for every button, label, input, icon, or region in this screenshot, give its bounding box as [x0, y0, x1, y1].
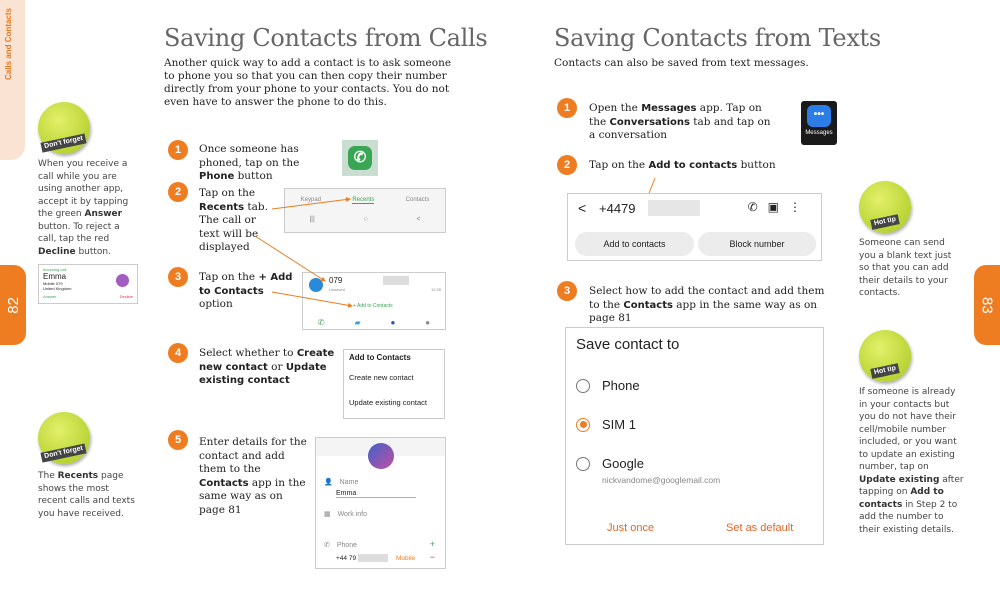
add-to-contacts-button[interactable]: Add to contacts [575, 232, 694, 256]
home-icon[interactable]: ○ [363, 216, 368, 223]
step-number: 1 [557, 98, 577, 118]
page-title: Saving Contacts from Texts [554, 24, 881, 52]
step-1-text: Open the Messages app. Tap on the Conversations tab and tap on a conversation [589, 102, 771, 141]
step-number: 5 [168, 430, 188, 450]
step-number: 4 [168, 343, 188, 363]
tip-blank-text: Someone can send you a blank text just so that you can add their details to your contacts. [859, 238, 952, 298]
section-tab: Calls and Contacts [0, 0, 25, 160]
call-icon: ✆ [317, 318, 325, 327]
back-icon[interactable]: < [416, 216, 421, 223]
step-4-text: Select whether to Create new contact or Update existing contact [199, 347, 335, 386]
phone-field[interactable]: +44 79 [336, 555, 357, 562]
conversation-bar-screenshot: < +4479 ✆▣⋮ Add to contacts Block number [567, 193, 822, 261]
recents-tabs-screenshot [284, 188, 446, 233]
just-once-button[interactable]: Just once [607, 522, 655, 534]
avatar [116, 274, 129, 287]
add-menu-screenshot: Add to Contacts Create new contact Update existing contact [343, 349, 445, 419]
info-icon: ● [425, 318, 431, 327]
message-icon: ▰ [354, 318, 361, 327]
page-number-right: 83 [974, 265, 1000, 345]
intro-text: Contacts can also be saved from text messages. [554, 57, 809, 69]
update-existing-contact-option[interactable]: Update existing contact [349, 398, 427, 407]
step-3-text: Select how to add the contact and add them to the Contacts app in the same way as on page 81 [589, 285, 825, 324]
recent-apps-icon[interactable]: ||| [309, 216, 315, 223]
step-number: 3 [557, 281, 577, 301]
block-number-button[interactable]: Block number [698, 232, 816, 256]
save-contact-dialog: Save contact to Phone SIM 1 Google nickvandome@googlemail.com Just once Set as default [565, 327, 824, 545]
phone-app-icon: ✆ [342, 140, 378, 176]
contact-avatar-icon [309, 278, 323, 292]
step-1-text: Once someone has phoned, tap on the Phone button [199, 143, 300, 182]
tip-recents: The Recents page shows the most recent calls and texts you have received. [38, 471, 135, 519]
tab-recents[interactable]: Recents [352, 197, 375, 203]
step-number: 2 [557, 155, 577, 175]
hot-tip-badge: Hot tip [859, 181, 911, 233]
back-icon[interactable]: < [578, 200, 587, 216]
work-info-field[interactable]: ▦ Work info [324, 511, 367, 518]
dont-forget-badge: Don't forget [38, 412, 90, 464]
tip-answer-call: When you receive a call while you are using another app, accept it by tapping the green Answer button. To reject a call, tap the red Decline button. [38, 159, 129, 257]
option-phone[interactable]: Phone [576, 378, 640, 393]
decline-button: Decline [119, 294, 133, 299]
tab-contacts[interactable]: Contacts [405, 197, 430, 203]
answer-button: Answer [43, 294, 57, 299]
create-new-contact-option[interactable]: Create new contact [349, 373, 414, 382]
contact-form-screenshot: 👤 Name Emma ▦ Work info ✆ Phone + +44 79 Mobile − [315, 437, 446, 569]
call-entry-screenshot: 079 Unsaved 12:39 + Add to Contacts ✆ ▰ ● ● [302, 272, 446, 330]
step-number: 2 [168, 182, 188, 202]
photo-icon [368, 443, 394, 469]
page-title: Saving Contacts from Calls [164, 24, 488, 52]
page-number-left: 82 [0, 265, 26, 345]
video-icon: ● [390, 318, 396, 327]
tip-update-existing: If someone is already in your contacts but you do not have their cell/mobile number included, or you want to update an existing number, tap on Update existing after tapping on Add to contacts in Step 2 to add the number to their existing details. [859, 387, 964, 535]
step-number: 3 [168, 267, 188, 287]
incoming-call-screenshot: Incoming call Emma Mobile 079 United Kingdom Answer Decline [38, 264, 138, 304]
name-field[interactable]: Emma [336, 490, 416, 498]
step-5-text: Enter details for the contact and add them to the Contacts app in the same way as on page 81 [199, 436, 307, 516]
step-2-text: Tap on the Add to contacts button [589, 159, 776, 171]
messages-app-icon: ••• Messages [801, 101, 837, 145]
dont-forget-badge: Don't forget [38, 102, 90, 154]
intro-text: Another quick way to add a contact is to ask someone to phone you so that you can then copy their number directly from your phone to your contacts. You do not even have to answer the phone to do this. [164, 57, 452, 108]
step-2-text: Tap on the Recents tab. The call or text will be displayed [199, 187, 268, 253]
set-as-default-button[interactable]: Set as default [726, 522, 794, 534]
option-google[interactable]: Google [576, 456, 644, 471]
step-3-text: Tap on the + Add to Contacts option [199, 271, 293, 310]
option-sim1[interactable]: SIM 1 [576, 417, 636, 432]
tab-keypad[interactable]: Keypad [300, 197, 322, 203]
step-number: 1 [168, 140, 188, 160]
add-to-contacts-option[interactable]: + Add to Contacts [353, 303, 393, 309]
hot-tip-badge: Hot tip [859, 330, 911, 382]
